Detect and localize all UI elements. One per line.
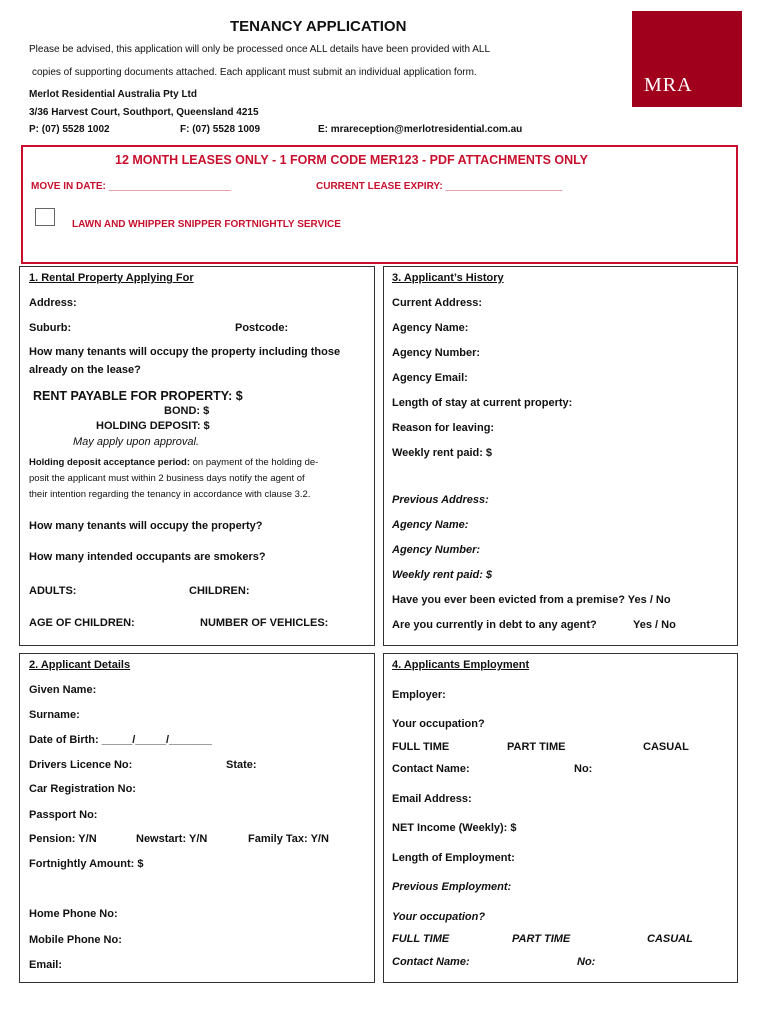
contact-name-field[interactable]: Contact Name: <box>392 763 470 775</box>
holding-period-text: on payment of the holding de- <box>190 457 319 468</box>
car-registration-field[interactable]: Car Registration No: <box>29 783 136 795</box>
home-phone-field[interactable]: Home Phone No: <box>29 908 118 920</box>
current-address-field[interactable]: Current Address: <box>392 297 483 309</box>
prev-agency-number-field[interactable]: Agency Number: <box>392 544 481 556</box>
prev-agency-name-field[interactable]: Agency Name: <box>392 519 469 531</box>
licence-state-field[interactable]: State: <box>226 759 257 771</box>
newstart-field[interactable]: Newstart: Y/N <box>136 833 208 845</box>
approval-note: May apply upon approval. <box>73 436 199 448</box>
occupation-field[interactable]: Your occupation? <box>392 718 485 730</box>
tenants-question-1[interactable]: How many tenants will occupy the property including those <box>29 346 341 358</box>
tenants-question-1b: already on the lease? <box>29 364 141 376</box>
prev-casual-option[interactable]: CASUAL <box>647 933 693 945</box>
holding-period-line2: posit the applicant must within 2 business days notify the agent of <box>29 473 305 484</box>
date-of-birth-field[interactable]: Date of Birth: _____/_____/_______ <box>29 734 212 746</box>
company-phone: P: (07) 5528 1002 <box>29 124 110 135</box>
debt-yes-no[interactable]: Yes / No <box>633 619 676 631</box>
agency-email-field[interactable]: Agency Email: <box>392 372 468 384</box>
fortnightly-amount-field[interactable]: Fortnightly Amount: $ <box>29 858 144 870</box>
adults-field[interactable]: ADULTS: <box>29 585 77 597</box>
lease-expiry-field[interactable]: CURRENT LEASE EXPIRY: _____________________ <box>316 181 563 192</box>
agency-number-field[interactable]: Agency Number: <box>392 347 481 359</box>
debt-question[interactable]: Are you currently in debt to any agent? <box>392 619 597 631</box>
previous-address-field[interactable]: Previous Address: <box>392 494 489 506</box>
smokers-question[interactable]: How many intended occupants are smokers? <box>29 551 266 563</box>
holding-period-line3: their intention regarding the tenancy in accordance with clause 3.2. <box>29 489 311 500</box>
holding-deposit-field[interactable]: HOLDING DEPOSIT: $ <box>96 420 210 432</box>
family-tax-field[interactable]: Family Tax: Y/N <box>248 833 329 845</box>
length-employment-field[interactable]: Length of Employment: <box>392 852 515 864</box>
surname-field[interactable]: Surname: <box>29 709 80 721</box>
casual-option[interactable]: CASUAL <box>643 741 689 753</box>
lawn-service-label: LAWN AND WHIPPER SNIPPER FORTNIGHTLY SERVICE <box>72 219 341 230</box>
agency-name-field[interactable]: Agency Name: <box>392 322 469 334</box>
weekly-rent-field[interactable]: Weekly rent paid: $ <box>392 447 493 459</box>
prev-weekly-rent-field[interactable]: Weekly rent paid: $ <box>392 569 493 581</box>
evicted-question[interactable]: Have you ever been evicted from a premise? Yes / No <box>392 594 671 606</box>
prev-full-time-option[interactable]: FULL TIME <box>392 933 450 945</box>
length-of-stay-field[interactable]: Length of stay at current property: <box>392 397 573 409</box>
email-address-field[interactable]: Email Address: <box>392 793 472 805</box>
rent-payable-field[interactable]: RENT PAYABLE FOR PROPERTY: $ <box>33 389 243 403</box>
company-name: Merlot Residential Australia Pty Ltd <box>29 89 197 100</box>
postcode-field[interactable]: Postcode: <box>235 322 289 334</box>
holding-period-line1 <box>29 457 318 468</box>
move-in-date-field[interactable]: MOVE IN DATE: ______________________ <box>31 181 231 192</box>
property-address-field[interactable]: Address: <box>29 297 77 309</box>
vehicles-field[interactable]: NUMBER OF VEHICLES: <box>200 617 329 629</box>
prev-contact-number-field[interactable]: No: <box>577 956 596 968</box>
passport-field[interactable]: Passport No: <box>29 809 98 821</box>
notice-line-1: Please be advised, this application will only be processed once ALL details have been provided with ALL <box>29 44 491 55</box>
mra-logo <box>632 11 742 107</box>
employer-field[interactable]: Employer: <box>392 689 446 701</box>
tenants-question-2[interactable]: How many tenants will occupy the property? <box>29 520 263 532</box>
lawn-service-checkbox[interactable] <box>35 208 55 226</box>
part-time-option[interactable]: PART TIME <box>507 741 566 753</box>
section4-heading: 4. Applicants Employment <box>392 659 530 671</box>
prev-occupation-field[interactable]: Your occupation? <box>392 911 486 923</box>
prev-contact-name-field[interactable]: Contact Name: <box>392 956 470 968</box>
holding-period-label: Holding deposit acceptance period: <box>29 457 190 468</box>
suburb-field[interactable]: Suburb: <box>29 322 72 334</box>
page-title: TENANCY APPLICATION <box>230 18 407 35</box>
section1-heading: 1. Rental Property Applying For <box>29 272 194 284</box>
company-fax: F: (07) 5528 1009 <box>180 124 261 135</box>
section2-heading: 2. Applicant Details <box>29 659 131 671</box>
net-income-field[interactable]: NET Income (Weekly): $ <box>392 822 517 834</box>
email-field[interactable]: Email: <box>29 959 63 971</box>
prev-part-time-option[interactable]: PART TIME <box>512 933 571 945</box>
drivers-licence-field[interactable]: Drivers Licence No: <box>29 759 133 771</box>
notice-line-2: copies of supporting documents attached. Each applicant must submit an individual application form. <box>32 67 477 78</box>
reason-leaving-field[interactable]: Reason for leaving: <box>392 422 495 434</box>
company-email: E: mrareception@merlotresidential.com.au <box>318 124 523 135</box>
previous-employment-field[interactable]: Previous Employment: <box>392 881 512 893</box>
company-address: 3/36 Harvest Court, Southport, Queensland 4215 <box>29 107 259 118</box>
bond-field[interactable]: BOND: $ <box>164 405 210 417</box>
age-of-children-field[interactable]: AGE OF CHILDREN: <box>29 617 135 629</box>
contact-number-field[interactable]: No: <box>574 763 593 775</box>
given-name-field[interactable]: Given Name: <box>29 684 97 696</box>
mobile-phone-field[interactable]: Mobile Phone No: <box>29 934 122 946</box>
pension-field[interactable]: Pension: Y/N <box>29 833 97 845</box>
full-time-option[interactable]: FULL TIME <box>392 741 450 753</box>
section3-heading: 3. Applicant’s History <box>392 272 504 284</box>
children-field[interactable]: CHILDREN: <box>189 585 250 597</box>
lease-headline: 12 MONTH LEASES ONLY - 1 FORM CODE MER123 - PDF ATTACHMENTS ONLY <box>115 153 588 167</box>
logo-text: MRA <box>644 74 693 96</box>
